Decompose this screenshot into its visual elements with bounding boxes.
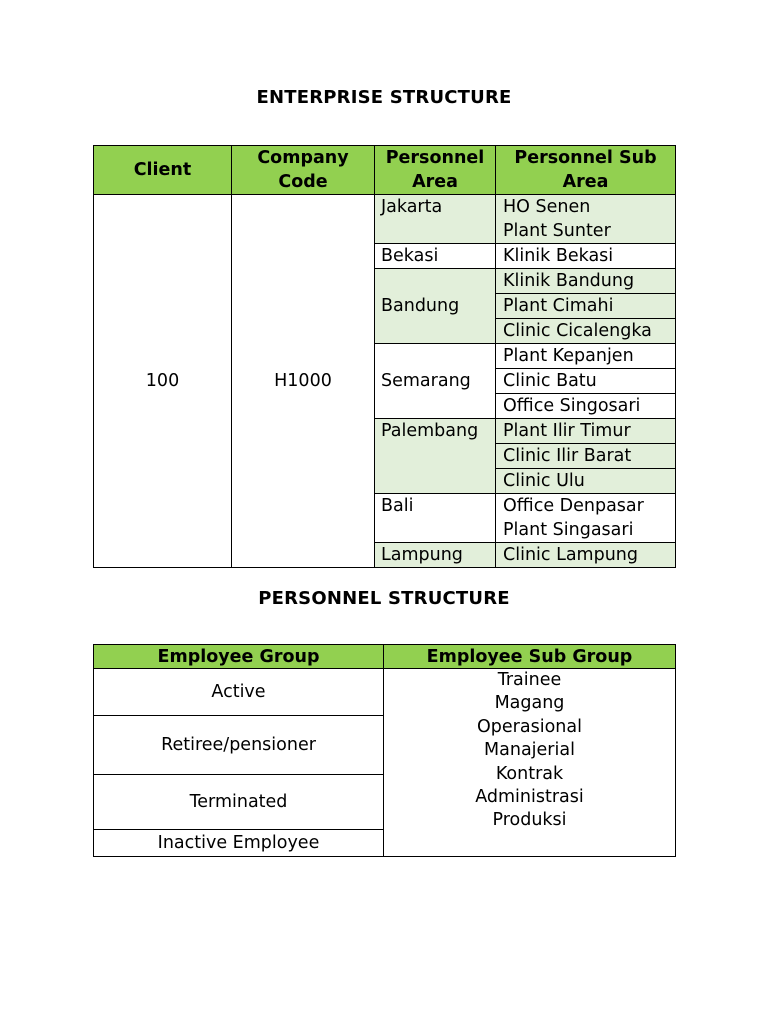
- header-employee-sub-group: Employee Sub Group: [384, 645, 676, 669]
- header-employee-group: Employee Group: [94, 645, 384, 669]
- sub-group-item: Manajerial: [484, 740, 575, 761]
- employee-group-cell: Terminated: [94, 775, 384, 830]
- personnel-area-cell: Bekasi: [375, 244, 496, 269]
- sub-group-item: Trainee: [497, 670, 562, 690]
- personnel-sub-area-cell: Office Singosari: [496, 394, 676, 419]
- personnel-sub-area-cell: Clinic Lampung: [496, 543, 676, 568]
- employee-group-cell: Inactive Employee: [94, 830, 384, 857]
- personnel-area-cell: Semarang: [375, 344, 496, 419]
- personnel-area-cell: Jakarta: [375, 195, 496, 244]
- personnel-sub-area-cell: [496, 195, 676, 244]
- company-code-cell: H1000: [232, 195, 375, 568]
- header-personnel-area: Personnel Area: [375, 146, 496, 195]
- personnel-sub-area-cell: Klinik Bekasi: [496, 244, 676, 269]
- employee-group-cell: Retiree/pensioner: [94, 716, 384, 775]
- sub-area-line: Plant Sunter: [503, 221, 611, 241]
- personnel-structure-table: [93, 644, 676, 857]
- personnel-area-cell: Lampung: [375, 543, 496, 568]
- personnel-sub-area-cell: [496, 494, 676, 543]
- personnel-area-cell: Bandung: [375, 269, 496, 344]
- personnel-sub-area-cell: Clinic Batu: [496, 369, 676, 394]
- enterprise-structure-table: [93, 145, 676, 568]
- header-client: Client: [94, 146, 232, 195]
- sub-group-item: Produksi: [492, 810, 567, 831]
- table-row: [94, 195, 676, 244]
- personnel-sub-area-cell: Clinic Ulu: [496, 469, 676, 494]
- personnel-sub-area-cell: Plant Cimahi: [496, 294, 676, 319]
- employee-sub-group-cell: [384, 669, 676, 857]
- personnel-sub-area-cell: Plant Kepanjen: [496, 344, 676, 369]
- enterprise-header-row: [94, 146, 676, 195]
- personnel-sub-area-cell: Plant Ilir Timur: [496, 419, 676, 444]
- personnel-header-row: [94, 645, 676, 669]
- sub-area-line: Office Denpasar: [503, 496, 644, 516]
- personnel-structure-title: PERSONNEL STRUCTURE: [258, 588, 510, 609]
- personnel-area-cell: Palembang: [375, 419, 496, 494]
- header-personnel-sub-area: Personnel Sub Area: [496, 146, 676, 195]
- sub-area-line: HO Senen: [503, 197, 591, 217]
- sub-group-item: Magang: [494, 693, 565, 714]
- personnel-sub-area-cell: Clinic Ilir Barat: [496, 444, 676, 469]
- header-company-code: Company Code: [232, 146, 375, 195]
- enterprise-structure-title: ENTERPRISE STRUCTURE: [256, 87, 512, 108]
- personnel-area-cell: Bali: [375, 494, 496, 543]
- client-cell: 100: [94, 195, 232, 568]
- sub-area-line: Plant Singasari: [503, 520, 634, 540]
- sub-group-item: Kontrak: [495, 763, 564, 784]
- personnel-sub-area-cell: Klinik Bandung: [496, 269, 676, 294]
- personnel-sub-area-cell: Clinic Cicalengka: [496, 319, 676, 344]
- sub-group-item: Administrasi: [475, 787, 584, 808]
- sub-group-item: Operasional: [477, 716, 582, 737]
- table-row: [94, 669, 676, 716]
- employee-group-cell: Active: [94, 669, 384, 716]
